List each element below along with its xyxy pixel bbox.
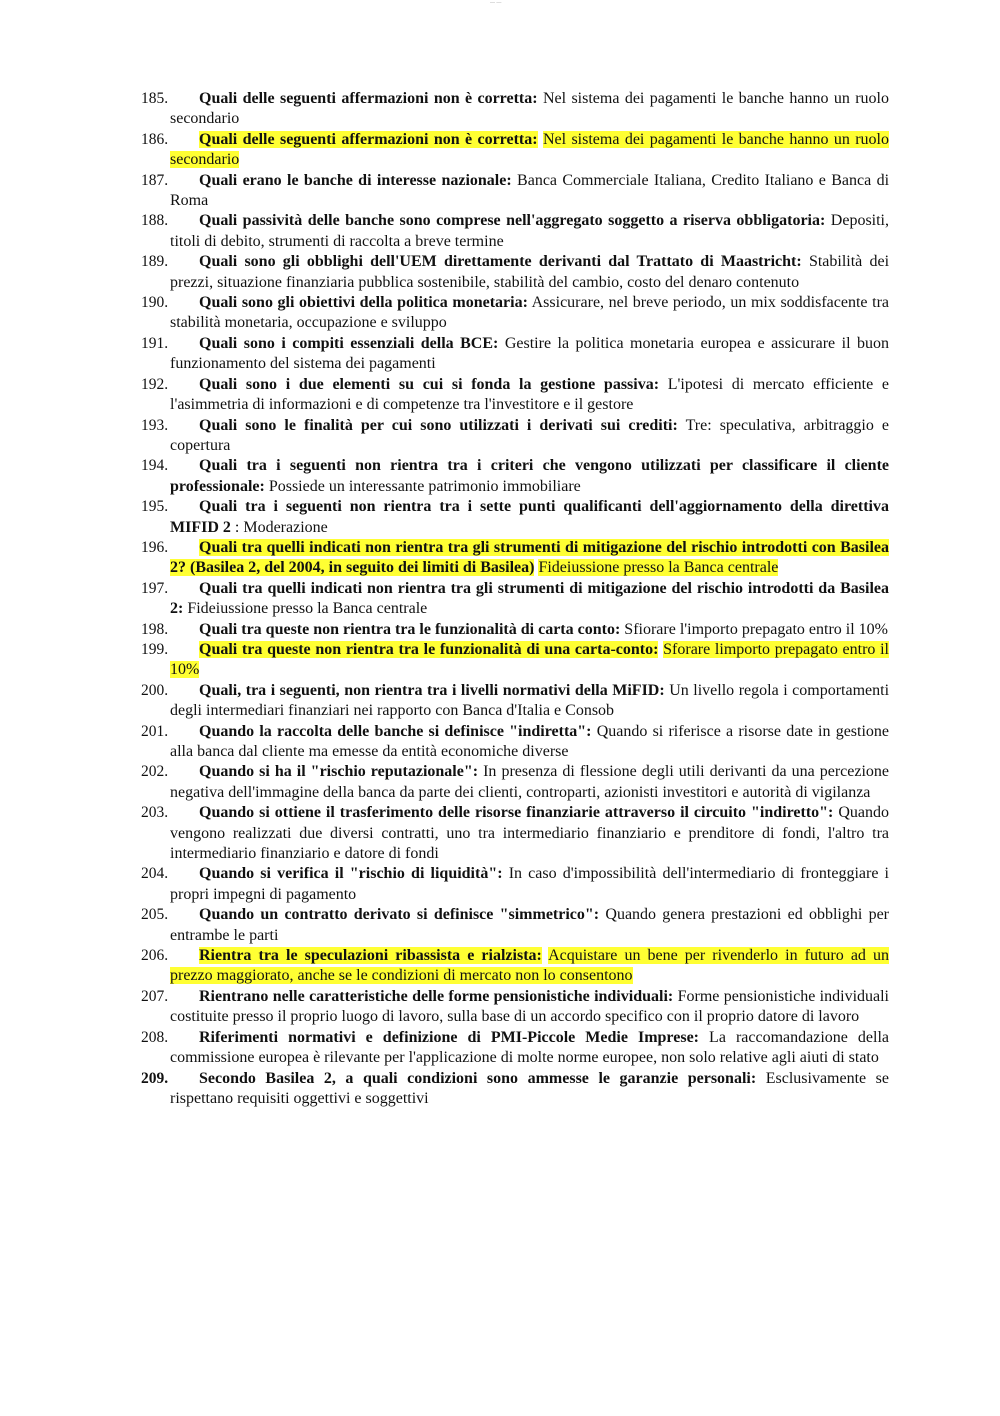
question-text: Quando si ha il "rischio reputazionale": xyxy=(199,763,479,781)
qa-item xyxy=(0,130,889,171)
item-number: 189. xyxy=(141,253,169,271)
answer-text: In presenza di flessione degli utili derivanti da una percezione negativa dell'immagine della banca da parte dei clienti, controparti, azionisti investitori e autorità di vigilanza xyxy=(170,763,890,801)
answer-text: Nel sistema dei pagamenti le banche hanno un ruolo secondario xyxy=(170,90,890,128)
qa-item xyxy=(0,722,889,763)
question-text: Riferimenti normativi e definizione di PMI-Piccole Medie Imprese: xyxy=(199,1028,700,1046)
question-text: Quali tra quelli indicati non rientra tra gli strumenti di mitigazione del rischio introdotti con Basilea 2? (Basilea 2, del 2004, in seguito dei limiti di Basilea) xyxy=(170,538,889,577)
answer-text: Banca Commerciale Italiana, Credito Italiano e Banca di Roma xyxy=(170,171,890,210)
qa-item xyxy=(0,1069,889,1110)
answer-text: Un livello regola i comportamenti degli intermediari finanziari nei rapporto con Banca d'Italia e Consob xyxy=(170,681,890,720)
question-text: Quali sono gli obiettivi della politica monetaria: xyxy=(199,294,528,312)
answer-text: Nel sistema dei pagamenti le banche hanno un ruolo secondario xyxy=(170,130,890,169)
item-number: 185. xyxy=(141,90,169,107)
answer-text: : Moderazione xyxy=(234,518,328,536)
question-text: Quali tra i seguenti non rientra tra i criteri che vengono utilizzati per classificare il cliente professionale: xyxy=(170,457,889,495)
answer-text: Fideiussione presso la Banca centrale xyxy=(538,559,779,577)
answer-text: Quando si riferisce a risorse date in gestione alla banca dal cliente ma emesse da entità economiche diverse xyxy=(170,722,890,760)
answer-text: Quando vengono realizzati due diversi contratti, uno tra intermediario finanziario e prenditore di fondi, l'altro tra intermediario finanziario e datore di fondi xyxy=(170,804,889,863)
answer-text: Assicurare, nel breve periodo, un mix soddisfacente tra stabilità monetaria, occupazione e sviluppo xyxy=(170,294,889,332)
item-number: 194. xyxy=(141,457,169,475)
question-text: Quali sono i due elementi su cui si fonda la gestione passiva: xyxy=(199,375,660,393)
question-text: Rientrano nelle caratteristiche delle forme pensionistiche individuali: xyxy=(199,987,674,1005)
answer-text: Depositi, titoli di debito, strumenti di raccolta a breve termine xyxy=(170,212,889,250)
answer-text: Sfiorare l'importo prepagato entro il 10% xyxy=(624,620,888,638)
item-number: 207. xyxy=(141,987,169,1005)
qa-item xyxy=(0,456,889,497)
question-text: Quali tra queste non rientra tra le funzionalità di una carta-conto: xyxy=(199,640,659,658)
qa-item xyxy=(0,803,889,864)
question-text: Quali, tra i seguenti, non rientra tra i livelli normativi della MiFID: xyxy=(199,681,665,699)
qa-item xyxy=(0,334,889,375)
item-number: 196. xyxy=(141,538,169,556)
qa-item xyxy=(0,1028,889,1069)
question-text: Quali tra i seguenti non rientra tra i sette punti qualificanti dell'aggiornamento della direttiva MIFID 2 xyxy=(170,498,889,536)
question-text: Quali erano le banche di interesse nazionale: xyxy=(199,171,512,189)
question-text: Quali passività delle banche sono comprese nell'aggregato soggetto a riserva obbligatoria: xyxy=(199,212,826,230)
question-text: Quando si verifica il "rischio di liquidità": xyxy=(199,865,503,883)
qa-item xyxy=(0,864,889,905)
item-number: 202. xyxy=(141,763,169,781)
item-number: 198. xyxy=(141,620,169,638)
answer-text: Acquistare un bene per rivenderlo in futuro ad un prezzo maggiorato, anche se le condizioni di mercato non lo consentono xyxy=(170,947,890,985)
item-number: 195. xyxy=(141,498,169,516)
answer-text: Possiede un interessante patrimonio immobiliare xyxy=(268,477,581,495)
answer-text: In caso d'impossibilità dell'intermediario di fronteggiare i propri impegni di pagamento xyxy=(170,865,890,903)
item-number: 203. xyxy=(141,804,169,822)
answer-text: Tre: speculativa, arbitraggio e copertura xyxy=(170,416,890,454)
item-number: 204. xyxy=(141,865,169,883)
qa-item xyxy=(0,905,889,946)
item-number: 197. xyxy=(141,579,169,597)
item-number: 205. xyxy=(141,906,169,924)
qa-item xyxy=(0,89,889,130)
qa-item xyxy=(0,620,889,640)
question-text: Quali delle seguenti affermazioni non è corretta: xyxy=(199,90,538,107)
question-text: Rientra tra le speculazioni ribassista e rialzista: xyxy=(199,947,542,965)
answer-text: Forme pensionistiche individuali costituite presso il proprio luogo di lavoro, sulla base di un accordo specifico con il proprio datore di lavoro xyxy=(170,987,890,1026)
question-text: Quali sono i compiti essenziali della BCE: xyxy=(199,334,499,352)
qa-item xyxy=(0,171,889,212)
item-number: 209. xyxy=(141,1069,169,1087)
qa-item xyxy=(0,293,889,334)
answer-text: Quando genera prestazioni ed obblighi per entrambe le parti xyxy=(170,906,889,944)
item-number: 200. xyxy=(141,681,169,699)
answer-text: L'ipotesi di mercato efficiente e l'asimmetria di informazioni e di competenze tra l'investitore e il gestore xyxy=(170,375,889,414)
item-number: 190. xyxy=(141,294,169,312)
item-number: 192. xyxy=(141,375,169,393)
qa-item xyxy=(0,211,889,252)
answer-text: Esclusivamente se rispettano requisiti oggettivi e soggettivi xyxy=(170,1069,889,1107)
item-number: 206. xyxy=(141,947,169,965)
item-number: 188. xyxy=(141,212,169,230)
item-number: 187. xyxy=(141,171,169,189)
answer-text: Sforare limporto prepagato entro il 10% xyxy=(170,640,889,679)
qa-item xyxy=(0,640,889,681)
qa-list xyxy=(0,89,1000,1109)
item-number: 191. xyxy=(141,334,169,352)
qa-item xyxy=(0,497,889,538)
qa-item xyxy=(0,946,889,987)
answer-text: La raccomandazione della commissione europea è rilevante per l'applicazione di molte norme europee, non solo relative agli aiuti di stato xyxy=(170,1028,890,1067)
question-text: Quando un contratto derivato si definisce "simmetrico": xyxy=(199,906,600,924)
qa-item xyxy=(0,416,889,457)
question-text: Secondo Basilea 2, a quali condizioni sono ammesse le garanzie personali: xyxy=(199,1069,757,1087)
item-number: 201. xyxy=(141,722,169,740)
qa-item xyxy=(0,987,889,1028)
question-text: Quali sono le finalità per cui sono utilizzati i derivati sui crediti: xyxy=(199,416,678,434)
question-text: Quali delle seguenti affermazioni non è corretta: xyxy=(199,130,538,148)
answer-text: Fideiussione presso la Banca centrale xyxy=(187,600,428,618)
question-text: Quali tra queste non rientra tra le funzionalità di carta conto: xyxy=(199,620,621,638)
qa-item xyxy=(0,252,889,293)
item-number: 208. xyxy=(141,1028,169,1046)
question-text: Quali sono gli obblighi dell'UEM direttamente derivanti dal Trattato di Maastricht: xyxy=(199,253,802,271)
qa-item xyxy=(0,375,889,416)
item-number: 199. xyxy=(141,640,169,658)
answer-text: Stabilità dei prezzi, situazione finanziaria pubblica sostenibile, stabilità del cambio, costo del denaro contenuto xyxy=(170,253,890,291)
qa-item xyxy=(0,538,889,579)
qa-item xyxy=(0,579,889,620)
question-text: Quando la raccolta delle banche si definisce "indiretta": xyxy=(199,722,592,740)
item-number: 186. xyxy=(141,130,169,148)
qa-item xyxy=(0,681,889,722)
question-text: Quando si ottiene il trasferimento delle risorse finanziarie attraverso il circuito "indiretto": xyxy=(199,804,834,822)
qa-item xyxy=(0,762,889,803)
item-number: 193. xyxy=(141,416,169,434)
header-mark: — — xyxy=(490,0,502,6)
question-text: Quali tra quelli indicati non rientra tra gli strumenti di mitigazione del rischio introdotti da Basilea 2: xyxy=(170,579,889,618)
answer-text: Gestire la politica monetaria europea e assicurare il buon funzionamento del sistema dei pagamenti xyxy=(170,334,889,373)
